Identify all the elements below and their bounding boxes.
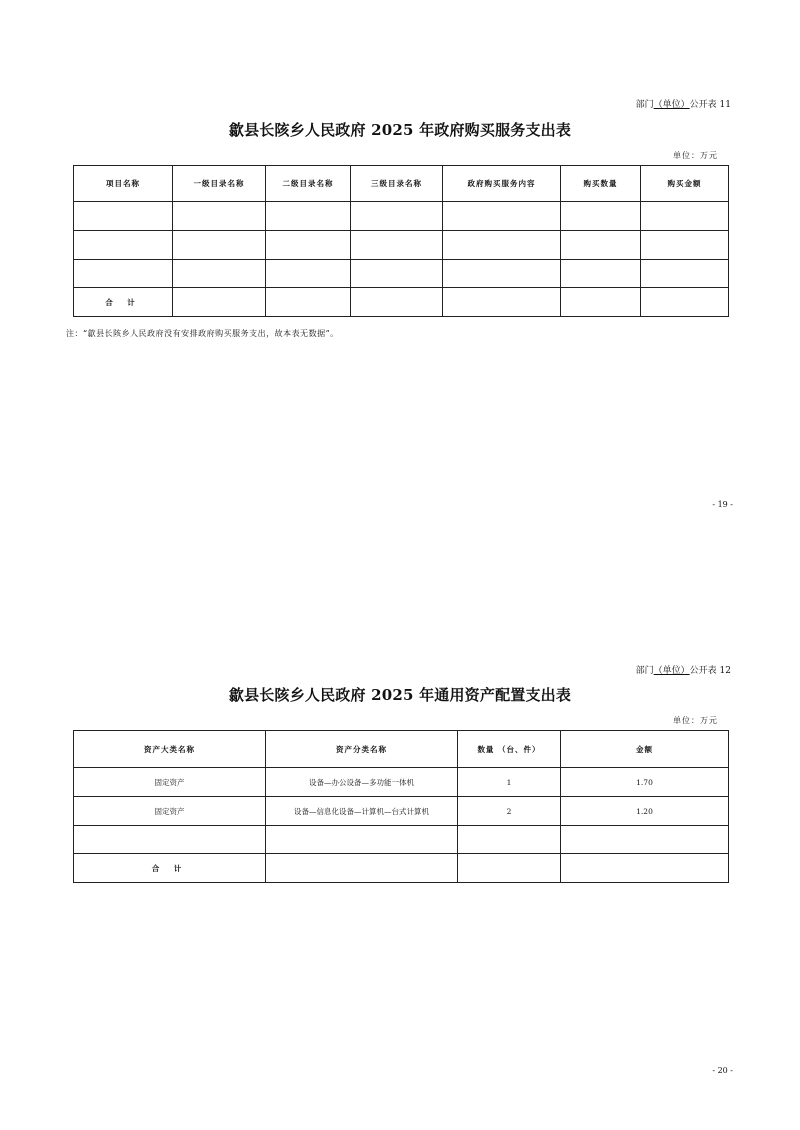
table-row xyxy=(74,768,729,797)
header-cell: 数量 （台、件） xyxy=(458,731,561,768)
total-row xyxy=(74,288,729,317)
page-title: 歙县长陔乡人民政府 2025 年政府购买服务支出表 xyxy=(228,121,572,139)
header-cell: 资产大类名称 xyxy=(74,731,266,768)
total-label: 合 计 xyxy=(74,288,173,317)
table-row xyxy=(74,260,729,288)
table-note: 注：“歙县长陔乡人民政府没有安排政府购买服务支出，故本表无数据”。 xyxy=(66,329,339,338)
quantity-cell: 1 xyxy=(458,768,561,797)
purchase-service-table xyxy=(73,165,729,317)
public-table-label xyxy=(636,663,731,676)
amount-cell: 1.70 xyxy=(561,768,729,797)
asset-category-cell: 固定资产 xyxy=(74,797,266,826)
header-cell: 政府购买服务内容 xyxy=(443,166,561,202)
header-cell: 购买数量 xyxy=(561,166,641,202)
header-cell: 金额 xyxy=(561,731,729,768)
table-header-row xyxy=(74,731,729,768)
unit-label: 单位：万元 xyxy=(673,151,718,160)
table-row xyxy=(74,231,729,260)
table-row xyxy=(74,826,729,854)
quantity-cell: 2 xyxy=(458,797,561,826)
asset-allocation-table xyxy=(73,730,729,883)
label-unit: （单位） xyxy=(653,666,690,676)
header-cell: 二级目录名称 xyxy=(266,166,351,202)
page-number: - 19 - xyxy=(712,500,733,509)
label-suffix: 公开表 12 xyxy=(689,666,731,676)
header-cell: 项目名称 xyxy=(74,166,173,202)
label-prefix: 部门 xyxy=(635,666,654,676)
table-header-row xyxy=(74,166,729,202)
asset-class-cell: 设备—办公设备—多功能一体机 xyxy=(266,768,458,797)
page-20 xyxy=(0,565,800,1130)
header-cell: 资产分类名称 xyxy=(266,731,458,768)
table-row xyxy=(74,797,729,826)
label-suffix: 公开表 11 xyxy=(689,100,731,110)
header-cell: 一级目录名称 xyxy=(173,166,266,202)
unit-label: 单位：万元 xyxy=(673,716,718,725)
page-number: - 20 - xyxy=(712,1066,733,1075)
total-label: 合 计 xyxy=(74,854,266,883)
amount-cell: 1.20 xyxy=(561,797,729,826)
page-title: 歙县长陔乡人民政府 2025 年通用资产配置支出表 xyxy=(228,686,572,704)
header-cell: 购买金额 xyxy=(641,166,729,202)
total-row xyxy=(74,854,729,883)
asset-class-cell: 设备—信息化设备—计算机—台式计算机 xyxy=(266,797,458,826)
label-unit: （单位） xyxy=(653,100,690,110)
label-prefix: 部门 xyxy=(635,100,654,110)
asset-category-cell: 固定资产 xyxy=(74,768,266,797)
table-row xyxy=(74,202,729,231)
header-cell: 三级目录名称 xyxy=(351,166,443,202)
public-table-label xyxy=(636,97,731,110)
